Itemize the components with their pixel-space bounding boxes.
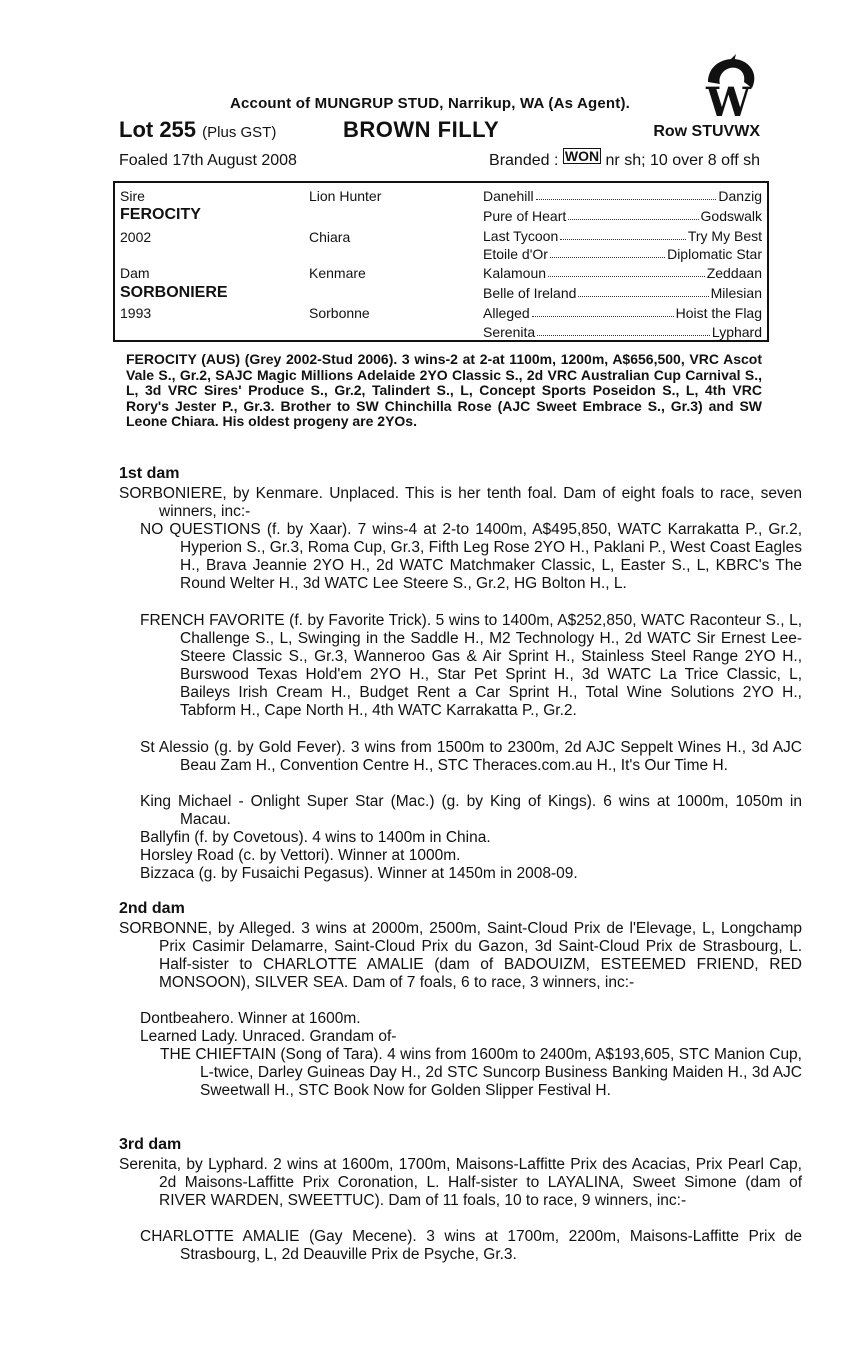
foal-entry: St Alessio (g. by Gold Fever). 3 wins from 1500m to 2300m, 2d AJC Seppelt Wines H., 3d AJC Beau Zam H., Convention Centre H., STC Theraces.com.au H., It's Our Time H. bbox=[140, 739, 802, 774]
dot-leader bbox=[536, 188, 717, 200]
ancestor-row bbox=[483, 285, 762, 301]
foal-entry: Learned Lady. Unraced. Grandam of- bbox=[140, 1028, 397, 1045]
ancestor-row bbox=[483, 246, 762, 262]
ancestor-name: Alleged bbox=[483, 305, 530, 321]
ancestor-row bbox=[483, 208, 762, 224]
ancestor-sire: Lyphard bbox=[711, 324, 762, 340]
first-dam-intro: SORBONIERE, by Kenmare. Unplaced. This is her tenth foal. Dam of eight foals to race, seven winners, inc:- bbox=[119, 485, 802, 520]
dot-leader bbox=[560, 228, 686, 240]
horse-description: BROWN FILLY bbox=[343, 117, 500, 142]
third-dam-heading: 3rd dam bbox=[119, 1136, 182, 1153]
sire-label: Sire bbox=[120, 188, 145, 204]
branded-details: nr sh; 10 over 8 off sh bbox=[605, 152, 760, 169]
third-dam-intro: Serenita, by Lyphard. 2 wins at 1600m, 1700m, Maisons-Laffitte Prix des Acacias, Prix Pearl Cap, 2d Maisons-Laffitte Prix Coronation, L. Half-sister to LAYALINA, Sweet Simone (dam of RIVER WARDEN, SWEETTUC). Dam of 11 foals, 10 to race, 9 winners, inc:- bbox=[119, 1156, 802, 1209]
ancestor-row bbox=[483, 188, 762, 204]
ancestor-row bbox=[483, 305, 762, 321]
foal-entry: CHARLOTTE AMALIE (Gay Mecene). 3 wins at 1700m, 2200m, Maisons-Laffitte Prix de Strasbourg, L, 2d Deauville Prix de Psyche, Gr.3. bbox=[140, 1228, 802, 1263]
ancestor-sire: Zeddaan bbox=[706, 265, 762, 281]
second-dam-heading: 2nd dam bbox=[119, 900, 185, 917]
foal-entry: NO QUESTIONS (f. by Xaar). 7 wins-4 at 2-to 1400m, A$495,850, WATC Karrakatta P., Gr.2, Hyperion S., Gr.3, Roma Cup, Gr.3, Fifth Leg Rose 2YO H., Paklani P., West Coast Eagles H., Brava Jeannie 2YO H., 2d WATC Matchmaker Classic, L, Easter S., L, KBRC's The Round Welter H., 3d WATC Lee Steere S., Gr.2, HG Bolton H., L. bbox=[140, 521, 802, 592]
dam-dam: Sorbonne bbox=[309, 305, 370, 321]
sire-name: FEROCITY bbox=[120, 206, 201, 223]
branded-label: Branded : bbox=[489, 152, 559, 169]
ancestor-sire: Danzig bbox=[718, 188, 762, 204]
gst-note: (Plus GST) bbox=[202, 124, 277, 141]
foal-entry: Ballyfin (f. by Covetous). 4 wins to 1400m in China. bbox=[140, 829, 491, 846]
dam-sire: Kenmare bbox=[309, 265, 366, 281]
lot-label: Lot 255 bbox=[119, 117, 197, 142]
ancestor-name: Pure of Heart bbox=[483, 208, 567, 224]
foal-entry: King Michael - Onlight Super Star (Mac.) (g. by King of Kings). 6 wins at 1000m, 1050m in Macau. bbox=[140, 793, 802, 828]
ancestor-name: Kalamoun bbox=[483, 265, 547, 281]
grand-foal-entry: THE CHIEFTAIN (Song of Tara). 4 wins from 1600m to 2400m, A$193,605, STC Manion Cup, L-twice, Darley Guineas Day H., 2d STC Suncorp Business Banking Maiden H., 3d AJC Sweetwall H., STC Book Now for Golden Slipper Festival H. bbox=[160, 1046, 802, 1099]
foal-entry: Horsley Road (c. by Vettori). Winner at 1000m. bbox=[140, 847, 461, 864]
ancestor-sire: Milesian bbox=[710, 285, 762, 301]
ancestor-name: Serenita bbox=[483, 324, 536, 340]
dot-leader bbox=[550, 246, 665, 258]
foal-entry: Dontbeahero. Winner at 1600m. bbox=[140, 1010, 361, 1027]
ancestor-name: Danehill bbox=[483, 188, 534, 204]
second-dam-intro: SORBONNE, by Alleged. 3 wins at 2000m, 2500m, Saint-Cloud Prix de l'Elevage, L, Longchamp Prix Casimir Delamarre, Saint-Cloud Prix du Gazon, 3d Saint-Cloud Prix de Strasbourg, L. Half-sister to CHARLOTTE AMALIE (dam of BADOUIZM, ESTEEMED FRIEND, RED MONSOON), SILVER SEA. Dam of 7 foals, 6 to race, 3 winners, inc:- bbox=[119, 920, 802, 991]
dot-leader bbox=[568, 208, 698, 220]
ancestor-name: Last Tycoon bbox=[483, 228, 559, 244]
ancestor-sire: Diplomatic Star bbox=[667, 246, 762, 262]
dot-leader bbox=[578, 285, 708, 297]
dam-year: 1993 bbox=[120, 305, 152, 321]
ancestor-name: Belle of Ireland bbox=[483, 285, 577, 301]
ancestor-row bbox=[483, 324, 762, 340]
pedigree-table bbox=[113, 181, 769, 342]
sire-year: 2002 bbox=[120, 229, 152, 245]
lot-number bbox=[119, 117, 276, 143]
dam-name: SORBONIERE bbox=[120, 284, 228, 301]
ancestor-row bbox=[483, 265, 762, 281]
first-dam-heading: 1st dam bbox=[119, 465, 180, 482]
ancestor-row bbox=[483, 228, 762, 244]
foal-entry: Bizzaca (g. by Fusaichi Pegasus). Winner at 1450m in 2008-09. bbox=[140, 865, 578, 882]
ancestor-name: Etoile d'Or bbox=[483, 246, 548, 262]
foal-entry: FRENCH FAVORITE (f. by Favorite Trick). 5 wins to 1400m, A$252,850, WATC Raconteur S., L, Challenge S., L, Swinging in the Saddle H., M2 Technology H., 2d WATC Sir Ernest Lee-Steere Classic S., Gr.3, Wanneroo Gas & Air Sprint H., Stainless Steel Range 2YO H., Burswood Texas Hold'em 2YO H., Star Pet Sprint H., 3d WATC La Trice Classic, L, Baileys Irish Cream H., Budget Rent a Car Sprint H., Total Wine Solutions 2YO H., Tabform H., Cape North H., 4th WATC Karrakatta P., Gr.2. bbox=[140, 612, 802, 719]
ancestor-sire: Godswalk bbox=[700, 208, 762, 224]
ancestor-sire: Try My Best bbox=[687, 228, 762, 244]
dot-leader bbox=[548, 265, 705, 277]
row-location: Row STUVWX bbox=[653, 123, 760, 140]
brand-mark-icon: WON bbox=[564, 148, 600, 164]
sire-dam: Chiara bbox=[309, 229, 351, 245]
ancestor-sire: Hoist the Flag bbox=[675, 305, 762, 321]
dot-leader bbox=[537, 324, 710, 336]
logo-letter: W bbox=[706, 79, 751, 120]
dot-leader bbox=[532, 305, 674, 317]
sire-sire: Lion Hunter bbox=[309, 188, 382, 204]
brand-info bbox=[489, 148, 760, 170]
vendor-account: Account of MUNGRUP STUD, Narrikup, WA (As Agent). bbox=[229, 95, 631, 112]
foaled-date: Foaled 17th August 2008 bbox=[119, 152, 297, 169]
dam-label: Dam bbox=[120, 265, 150, 281]
sire-summary: FEROCITY (AUS) (Grey 2002-Stud 2006). 3 wins-2 at 2-at 1100m, 1200m, A$656,500, VRC Ascot Vale S., Gr.2, SAJC Magic Millions Adelaide 2YO Classic S., 2d VRC Australian Cup Carnival S., L, 3d VRC Sires' Produce S., Gr.2, Talindert S., L, Concept Sports Poseidon S., L, 4th VRC Rory's Jester P., Gr.3. Brother to SW Chinchilla Rose (AJC Sweet Embrace S., Gr.3) and SW Leone Chiara. His oldest progeny are 2YOs. bbox=[126, 351, 762, 430]
